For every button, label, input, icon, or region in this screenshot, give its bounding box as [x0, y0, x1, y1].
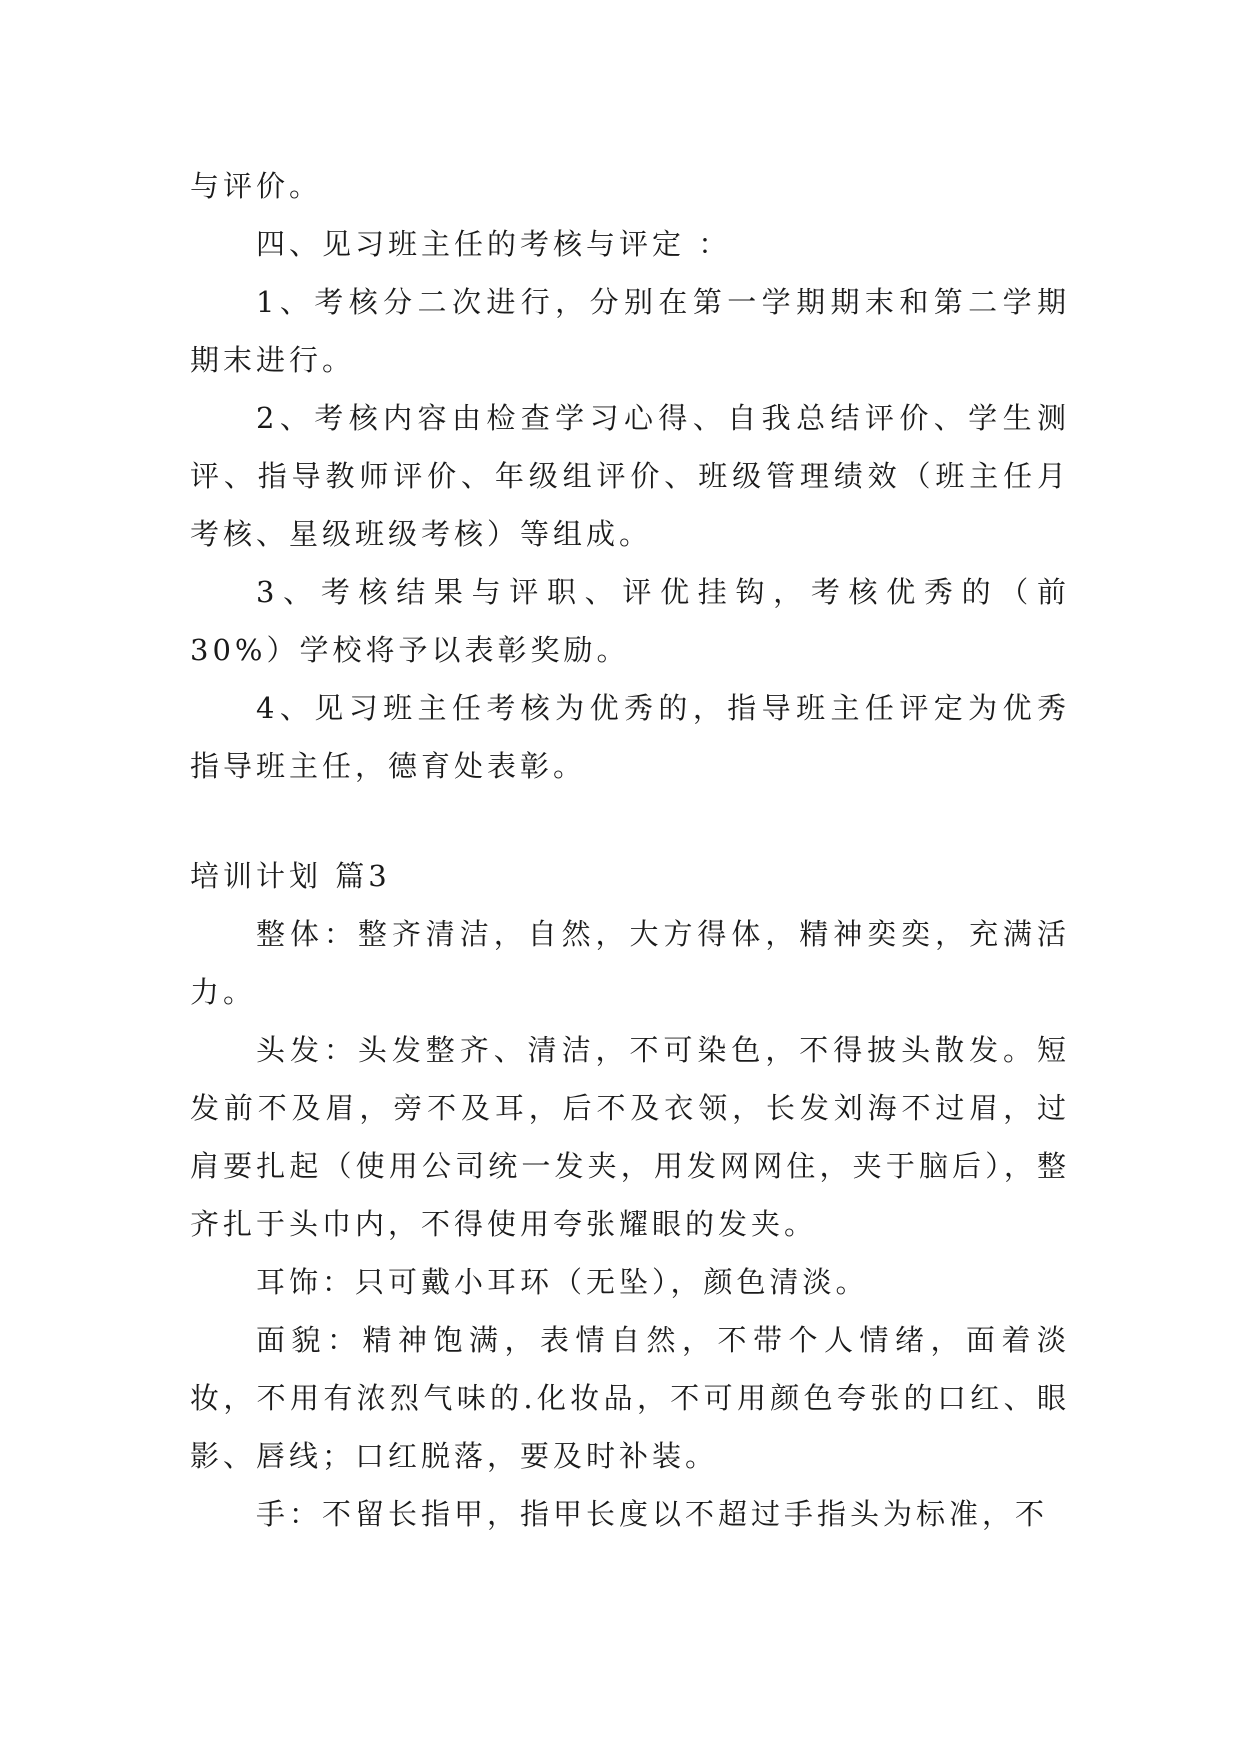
paragraph-hair: 头发：头发整齐、清洁，不可染色，不得披头散发。短发前不及眉，旁不及耳，后不及衣领，长发刘海不过眉，过肩要扎起（使用公司统一发夹，用发网网住，夹于脑后），整齐扎于头巾内，不得使用夸张耀眼的发夹。 [190, 1033, 1070, 1241]
paragraph-item-2: 2、考核内容由检查学习心得、自我总结评价、学生测评、指导教师评价、年级组评价、班级管理绩效（班主任月考核、星级班级考核）等组成。 [190, 401, 1070, 551]
paragraph-earrings: 耳饰：只可戴小耳环（无坠），颜色清淡。 [256, 1265, 869, 1299]
paragraph-hands: 手：不留长指甲，指甲长度以不超过手指头为标准，不 [256, 1497, 1049, 1531]
paragraph-face: 面貌：精神饱满，表情自然，不带个人情绪，面着淡妆，不用有浓烈气味的.化妆品，不可用颜色夸张的口红、眼影、唇线；口红脱落，要及时补装。 [190, 1323, 1070, 1473]
section-title: 培训计划 篇3 [190, 859, 391, 893]
paragraph-continuation: 与评价。 [190, 169, 323, 203]
training-plan-section [190, 847, 1070, 1543]
paragraph-item-3: 3、考核结果与评职、评优挂钩，考核优秀的（前 30%）学校将予以表彰奖励。 [190, 575, 1070, 667]
assessment-section [190, 157, 1070, 795]
paragraph-heading-assessment: 四、见习班主任的考核与评定 ： [256, 227, 732, 261]
paragraph-item-4: 4、见习班主任考核为优秀的，指导班主任评定为优秀指导班主任，德育处表彰。 [190, 691, 1070, 783]
paragraph-overall: 整体：整齐清洁，自然，大方得体，精神奕奕，充满活力。 [190, 917, 1070, 1009]
paragraph-item-1: 1、考核分二次进行，分别在第一学期期末和第二学期期末进行。 [190, 285, 1070, 377]
